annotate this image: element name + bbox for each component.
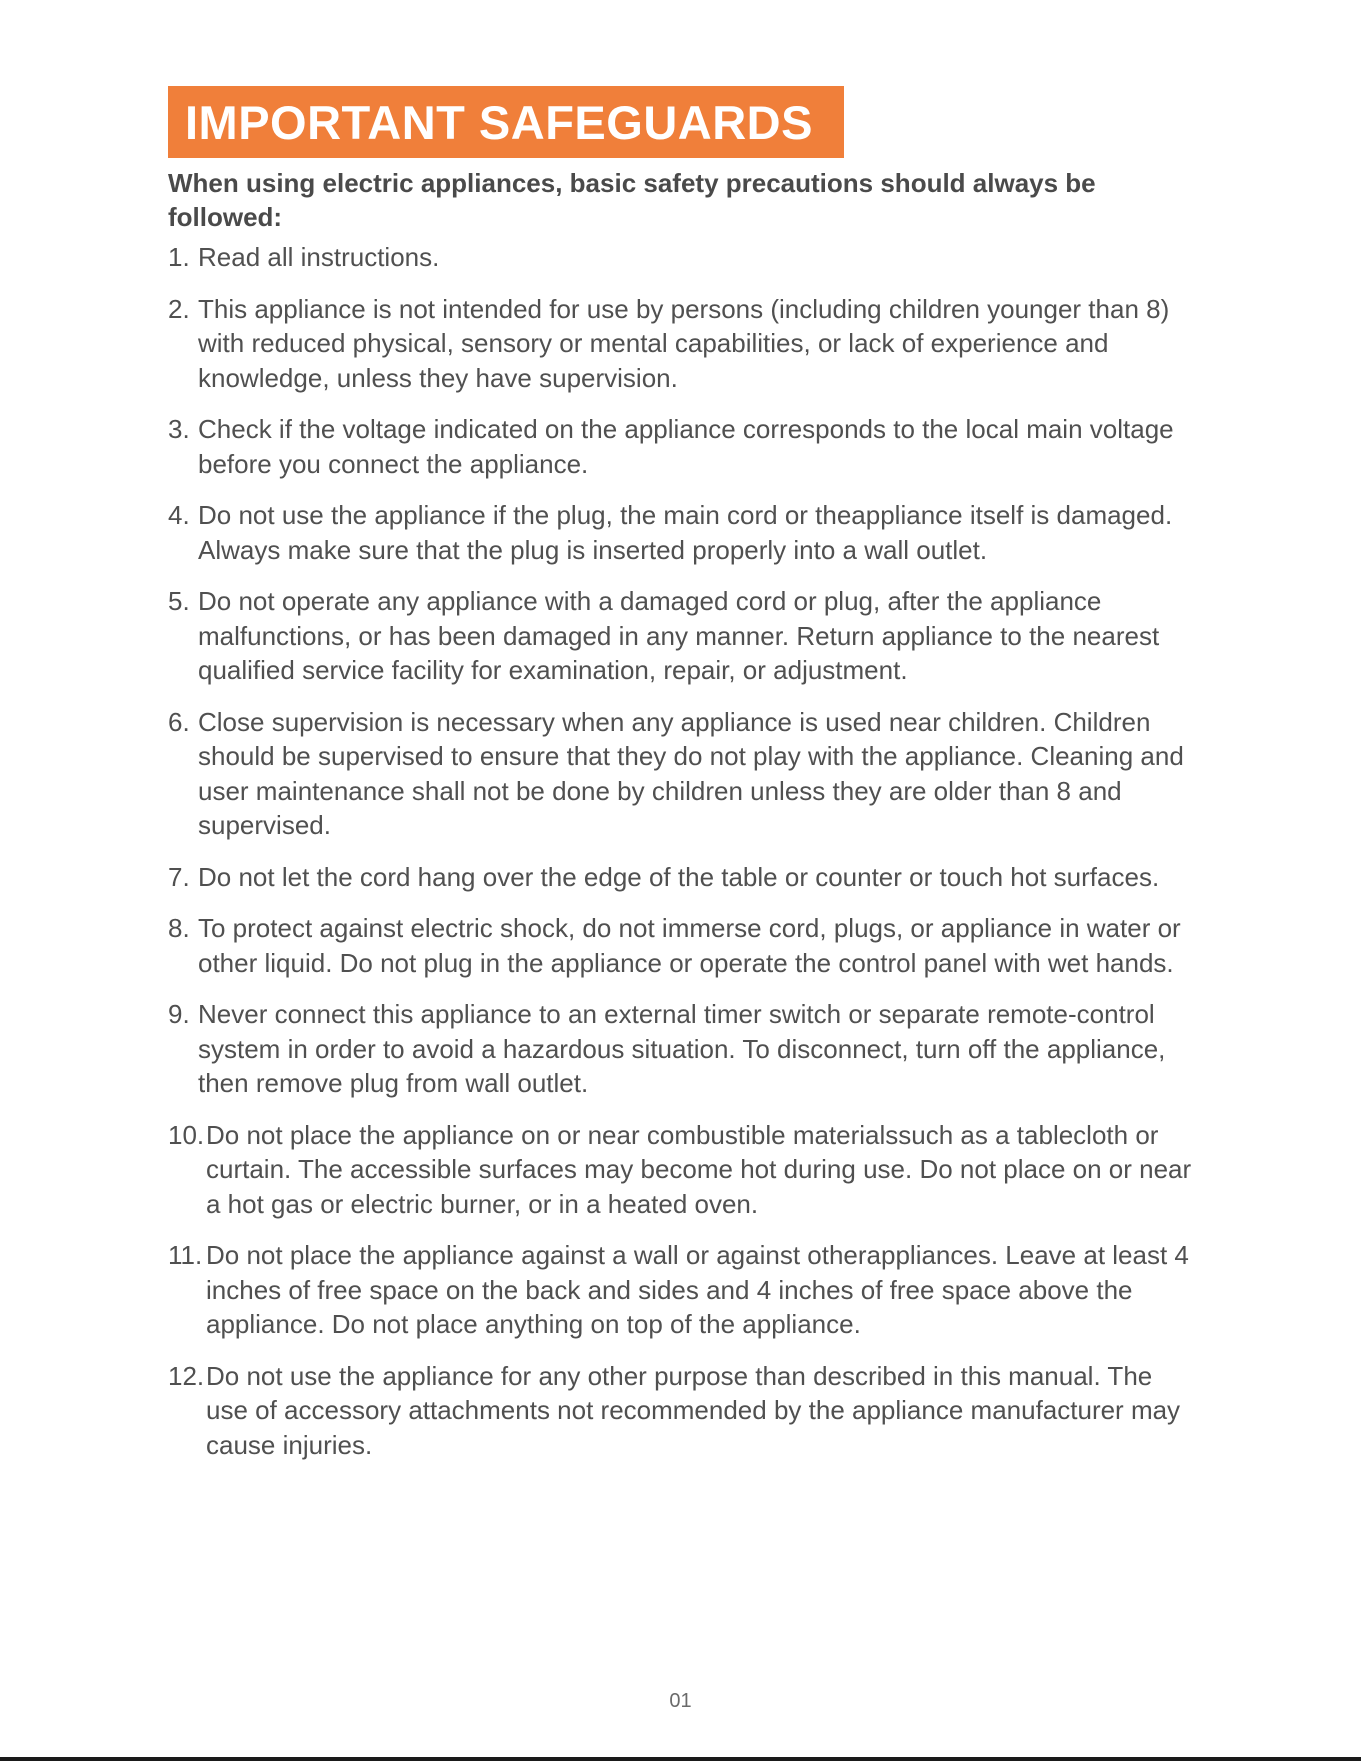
item-number: 1. — [168, 242, 190, 272]
item-number: 3. — [168, 414, 190, 444]
item-number: 8. — [168, 913, 190, 943]
bottom-divider — [0, 1757, 1361, 1761]
list-item — [168, 997, 1198, 1101]
item-text: Check if the voltage indicated on the appliance corresponds to the local main voltage before you connect the appliance. — [198, 414, 1174, 479]
item-number: 11. — [168, 1240, 203, 1270]
item-text: Do not operate any appliance with a damaged cord or plug, after the appliance malfunctions, or has been damaged in any manner. Return appliance to the nearest qualified service facility for examination, repair, or adjustment. — [198, 586, 1160, 685]
list-item — [168, 584, 1198, 688]
list-item — [168, 412, 1198, 481]
item-number: 10. — [168, 1119, 205, 1150]
item-number: 12. — [168, 1360, 205, 1391]
item-number: 5. — [168, 586, 190, 616]
list-item — [168, 860, 1198, 895]
list-item — [168, 240, 1198, 275]
item-text: This appliance is not intended for use by persons (including children younger than 8) with reduced physical, sensory or mental capabilities, or lack of experience and knowledge, unless they have supervision. — [198, 293, 1170, 393]
item-number: 7. — [168, 861, 190, 892]
item-text: Do not use the appliance for any other purpose than described in this manual. The use of accessory attachments not recommended by the appliance manufacturer may cause injuries. — [206, 1360, 1181, 1460]
list-item — [168, 498, 1198, 567]
safeguards-list — [168, 240, 1198, 1479]
list-item — [168, 705, 1198, 843]
intro-text: When using electric appliances, basic safety precautions should always be followed: — [168, 168, 1096, 232]
list-item — [168, 292, 1198, 396]
item-text: To protect against electric shock, do not immerse cord, plugs, or appliance in water or other liquid. Do not plug in the appliance or operate the control panel with wet hands. — [198, 913, 1181, 978]
item-text: Read all instructions. — [198, 242, 440, 272]
list-item — [168, 1118, 1198, 1222]
item-text: Do not let the cord hang over the edge of the table or counter or touch hot surfaces. — [198, 861, 1160, 892]
item-number: 9. — [168, 999, 190, 1029]
item-number: 4. — [168, 500, 190, 530]
list-item — [168, 1359, 1198, 1463]
list-item — [168, 1238, 1198, 1342]
item-text: Close supervision is necessary when any appliance is used near children. Children should be supervised to ensure that they do not play with the appliance. Cleaning and user maintenance shall not be done by children unless they are older than 8 and supervised. — [198, 706, 1184, 840]
page-title: IMPORTANT SAFEGUARDS — [168, 86, 844, 158]
page-number: 01 — [669, 1690, 692, 1712]
item-number: 2. — [168, 293, 190, 324]
item-number: 6. — [168, 706, 190, 737]
list-item — [168, 911, 1198, 980]
item-text: Do not place the appliance against a wall or against otherappliances. Leave at least 4 inches of free space on the back and sides and 4 inches of free space above the appliance. Do not place anything on top of the appliance. — [206, 1240, 1189, 1339]
item-text: Never connect this appliance to an external timer switch or separate remote-control system in order to avoid a hazardous situation. To disconnect, turn off the appliance, then remove plug from wall outlet. — [198, 999, 1166, 1098]
item-text: Do not place the appliance on or near combustible materialssuch as a tablecloth or curtain. The accessible surfaces may become hot during use. Do not place on or near a hot gas or electric burner, or in a heated oven. — [206, 1119, 1192, 1219]
item-text: Do not use the appliance if the plug, the main cord or theappliance itself is damaged. Always make sure that the plug is inserted properly into a wall outlet. — [198, 500, 1173, 565]
